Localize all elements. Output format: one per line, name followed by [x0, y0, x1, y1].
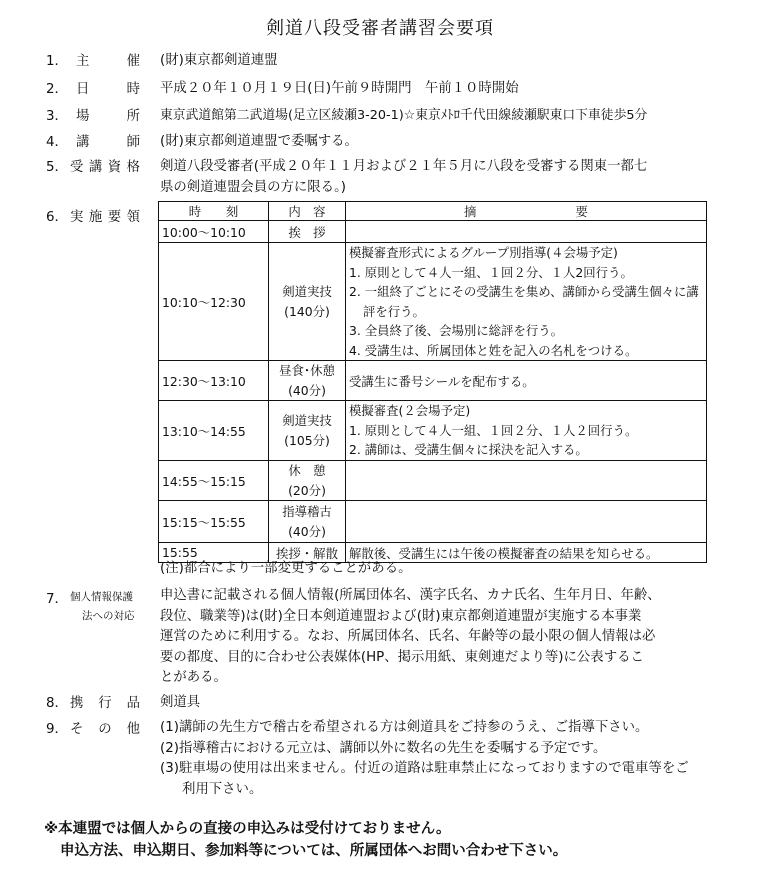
content-cell: 剣道実技 (140分) [269, 243, 346, 361]
item-text: 剣道八段受審者(平成２０年１１月および２１年５月に八段を受審する関東一都七 県の剣道連盟会員の方に限る。) [160, 159, 648, 195]
item-number: 8． [46, 696, 68, 711]
time-cell: 15:15～15:55 [159, 501, 269, 543]
time-cell: 12:30～13:10 [159, 361, 269, 401]
notes-cell [346, 501, 707, 543]
item-number: 3． [46, 109, 68, 124]
item-label: 携 行 品 [70, 696, 140, 711]
item-number: 2． [46, 82, 68, 97]
schedule-table [158, 201, 707, 563]
item-number: 5． [46, 160, 68, 175]
content-cell: 昼食･休憩 (40分) [269, 361, 346, 401]
time-cell: 10:10～12:30 [159, 243, 269, 361]
item-label: 実 施 要 領 [70, 210, 140, 225]
table-row [159, 461, 707, 501]
item-text: 東京武道館第二武道場(足立区綾瀬3-20-1)☆東京ﾒﾄﾛ千代田線綾瀬駅東口下車徒歩5分 [160, 108, 648, 123]
item-number: 9． [46, 722, 68, 737]
notes-cell: 解散後、受講生には午後の模擬審査の結果を知らせる。 [346, 543, 707, 563]
item-label: 日 時 [76, 82, 140, 97]
item-label: 講 師 [76, 135, 140, 150]
notes-cell: 模擬審査形式によるグループ別指導(４会場予定) 1. 原則として４人一組、１回２分、１人2回行う。 2. 一組終了ごとにその受講生を集め、講師から受講生個々に講評を行う。 3. 全員終了後、会場別に総評を行う。 4. 受講生は、所属団体と姓を記入の名札をつける。 [346, 243, 707, 361]
item-number: 7． [46, 592, 68, 607]
item-label: 個人情報保護 法への対応 [70, 591, 135, 622]
item-number: 6． [46, 210, 68, 225]
time-cell: 10:00～10:10 [159, 221, 269, 243]
footer-notice: ※本連盟では個人からの直接の申込みは受付けておりません。 申込方法、申込期日、参加料等については、所属団体へお問い合わせ下さい。 [44, 821, 568, 859]
notes-cell [346, 461, 707, 501]
table-row [159, 221, 707, 243]
time-cell: 13:10～14:55 [159, 401, 269, 461]
time-cell: 14:55～15:15 [159, 461, 269, 501]
column-header-content: 内 容 [269, 202, 346, 221]
item-number: 4． [46, 135, 68, 150]
table-row [159, 243, 707, 361]
column-header-notes: 摘 要 [346, 202, 707, 221]
time-cell: 15:55 [159, 543, 269, 563]
item-label: 受 講 資 格 [70, 160, 140, 175]
notes-cell [346, 221, 707, 243]
content-cell: 休 憩 (20分) [269, 461, 346, 501]
item-label: 主 催 [76, 54, 140, 69]
item-number: 1． [46, 54, 68, 69]
table-row [159, 401, 707, 461]
item-text: 剣道具 [160, 695, 201, 710]
content-cell: 剣道実技 (105分) [269, 401, 346, 461]
content-cell: 指導稽古 (40分) [269, 501, 346, 543]
item-label: 場 所 [76, 109, 140, 124]
column-header-time: 時 刻 [159, 202, 269, 221]
item-text: (1)講師の先生方で稽古を希望される方は剣道具をご持参のうえ、ご指導下さい。 (2)指導稽古における元立は、講師以外に数名の先生を委嘱する予定です。 (3)駐車場の使用は出来ません。付近の道路は駐車禁止になっておりますので電車等をご利用下さい。 [160, 720, 689, 797]
page-title: 剣道八段受審者講習会要項 [266, 18, 494, 39]
notes-cell: 受講生に番号シールを配布する。 [346, 361, 707, 401]
item-text: (財)東京都剣道連盟で委嘱する。 [160, 134, 358, 149]
item-text: 申込書に記載される個人情報(所属団体名、漢字氏名、カナ氏名、生年月日、年齢、 段位、職業等)は(財)全日本剣道連盟および(財)東京都剣道連盟が実施する本事業 運営のために利用する。なお、所属団体名、氏名、年齢等の最小限の個人情報は必 要の都度、目的に合わせ公表媒体(HP、掲示用紙、東剣連だより等)に公表するこ とがある。 [160, 588, 661, 685]
content-cell: 挨 拶 [269, 221, 346, 243]
item-text: (財)東京都剣道連盟 [160, 53, 278, 68]
notes-cell: 模擬審査(２会場予定) 1. 原則として４人一組、１回２分、１人２回行う。 2. 講師は、受講生個々に採決を記入する。 [346, 401, 707, 461]
table-row [159, 361, 707, 401]
item-text: 平成２０年１０月１９日(日)午前９時開門 午前１０時開始 [160, 81, 519, 96]
content-cell: 挨拶・解散 [269, 543, 346, 563]
table-row [159, 501, 707, 543]
schedule-note: (注)都合により一部変更することがある。 [160, 561, 412, 576]
table-header-row [159, 202, 707, 221]
item-label: そ の 他 [70, 722, 140, 737]
